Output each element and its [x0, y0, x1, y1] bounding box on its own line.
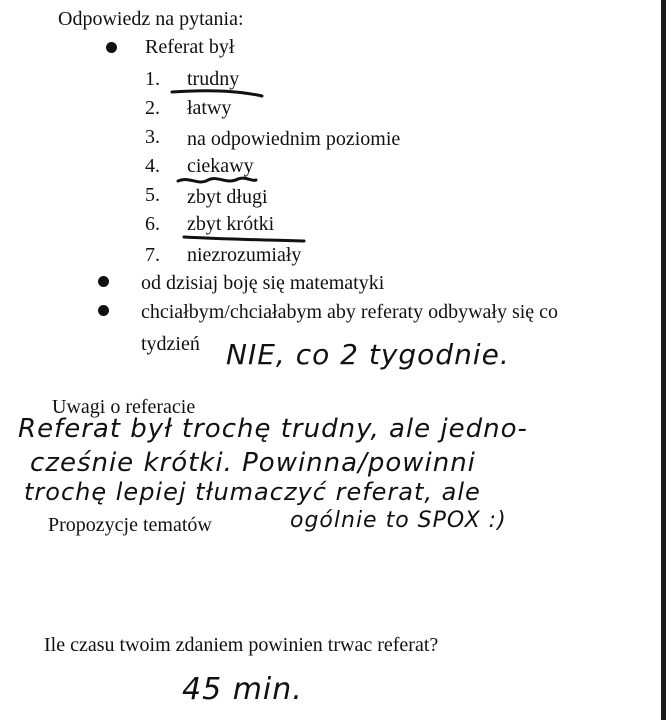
- duration-question: Ile czasu twoim zdaniem powinien trwac referat?: [44, 634, 439, 656]
- option-label: na odpowiednim poziomie: [187, 128, 401, 150]
- section-uwagi: Uwagi o referacie: [52, 396, 196, 418]
- option-number: 1.: [145, 68, 160, 90]
- underline-trudny: [172, 91, 262, 96]
- section-propozycje: Propozycje tematów: [48, 514, 212, 536]
- bullet-icon: [98, 276, 109, 287]
- underline-zbyt-krotki: [184, 237, 304, 241]
- option-number: 5.: [145, 184, 160, 206]
- instructions-heading: Odpowiedz na pytania:: [58, 8, 244, 30]
- handwritten-remarks-3: trochę lepiej tłumaczyć referat, ale: [24, 478, 481, 506]
- bullet-icon: [106, 42, 117, 53]
- handwritten-weekly-answer: NIE, co 2 tygodnie.: [226, 338, 510, 371]
- option-label: ciekawy: [187, 155, 254, 177]
- handwritten-remarks-2: cześnie krótki. Powinna/powinni: [30, 448, 476, 478]
- scribble-ciekawy: [178, 178, 256, 182]
- option-label: niezrozumiały: [187, 244, 302, 266]
- handwritten-duration-answer: 45 min.: [182, 672, 303, 707]
- question-weekly: chciałbym/chciałabym aby referaty odbywały się co: [141, 301, 559, 323]
- option-label: zbyt długi: [187, 186, 268, 208]
- option-number: 2.: [145, 97, 160, 119]
- option-number: 4.: [145, 155, 160, 177]
- question-weekly-cont: tydzień: [141, 333, 200, 355]
- handwritten-remarks-4: ogólnie to SPOX :): [290, 508, 507, 533]
- handwritten-remarks-1: Referat był trochę trudny, ale jedno-: [18, 414, 528, 444]
- option-label: trudny: [187, 68, 240, 90]
- option-number: 3.: [145, 126, 160, 148]
- question-boje: od dzisiaj boję się matematyki: [141, 272, 385, 294]
- option-label: zbyt krótki: [187, 213, 275, 235]
- option-label: łatwy: [187, 97, 232, 119]
- question-referat: Referat był: [145, 36, 235, 58]
- bullet-icon: [98, 305, 109, 316]
- option-number: 6.: [145, 213, 160, 235]
- page-edge: [661, 0, 666, 720]
- option-number: 7.: [145, 244, 160, 266]
